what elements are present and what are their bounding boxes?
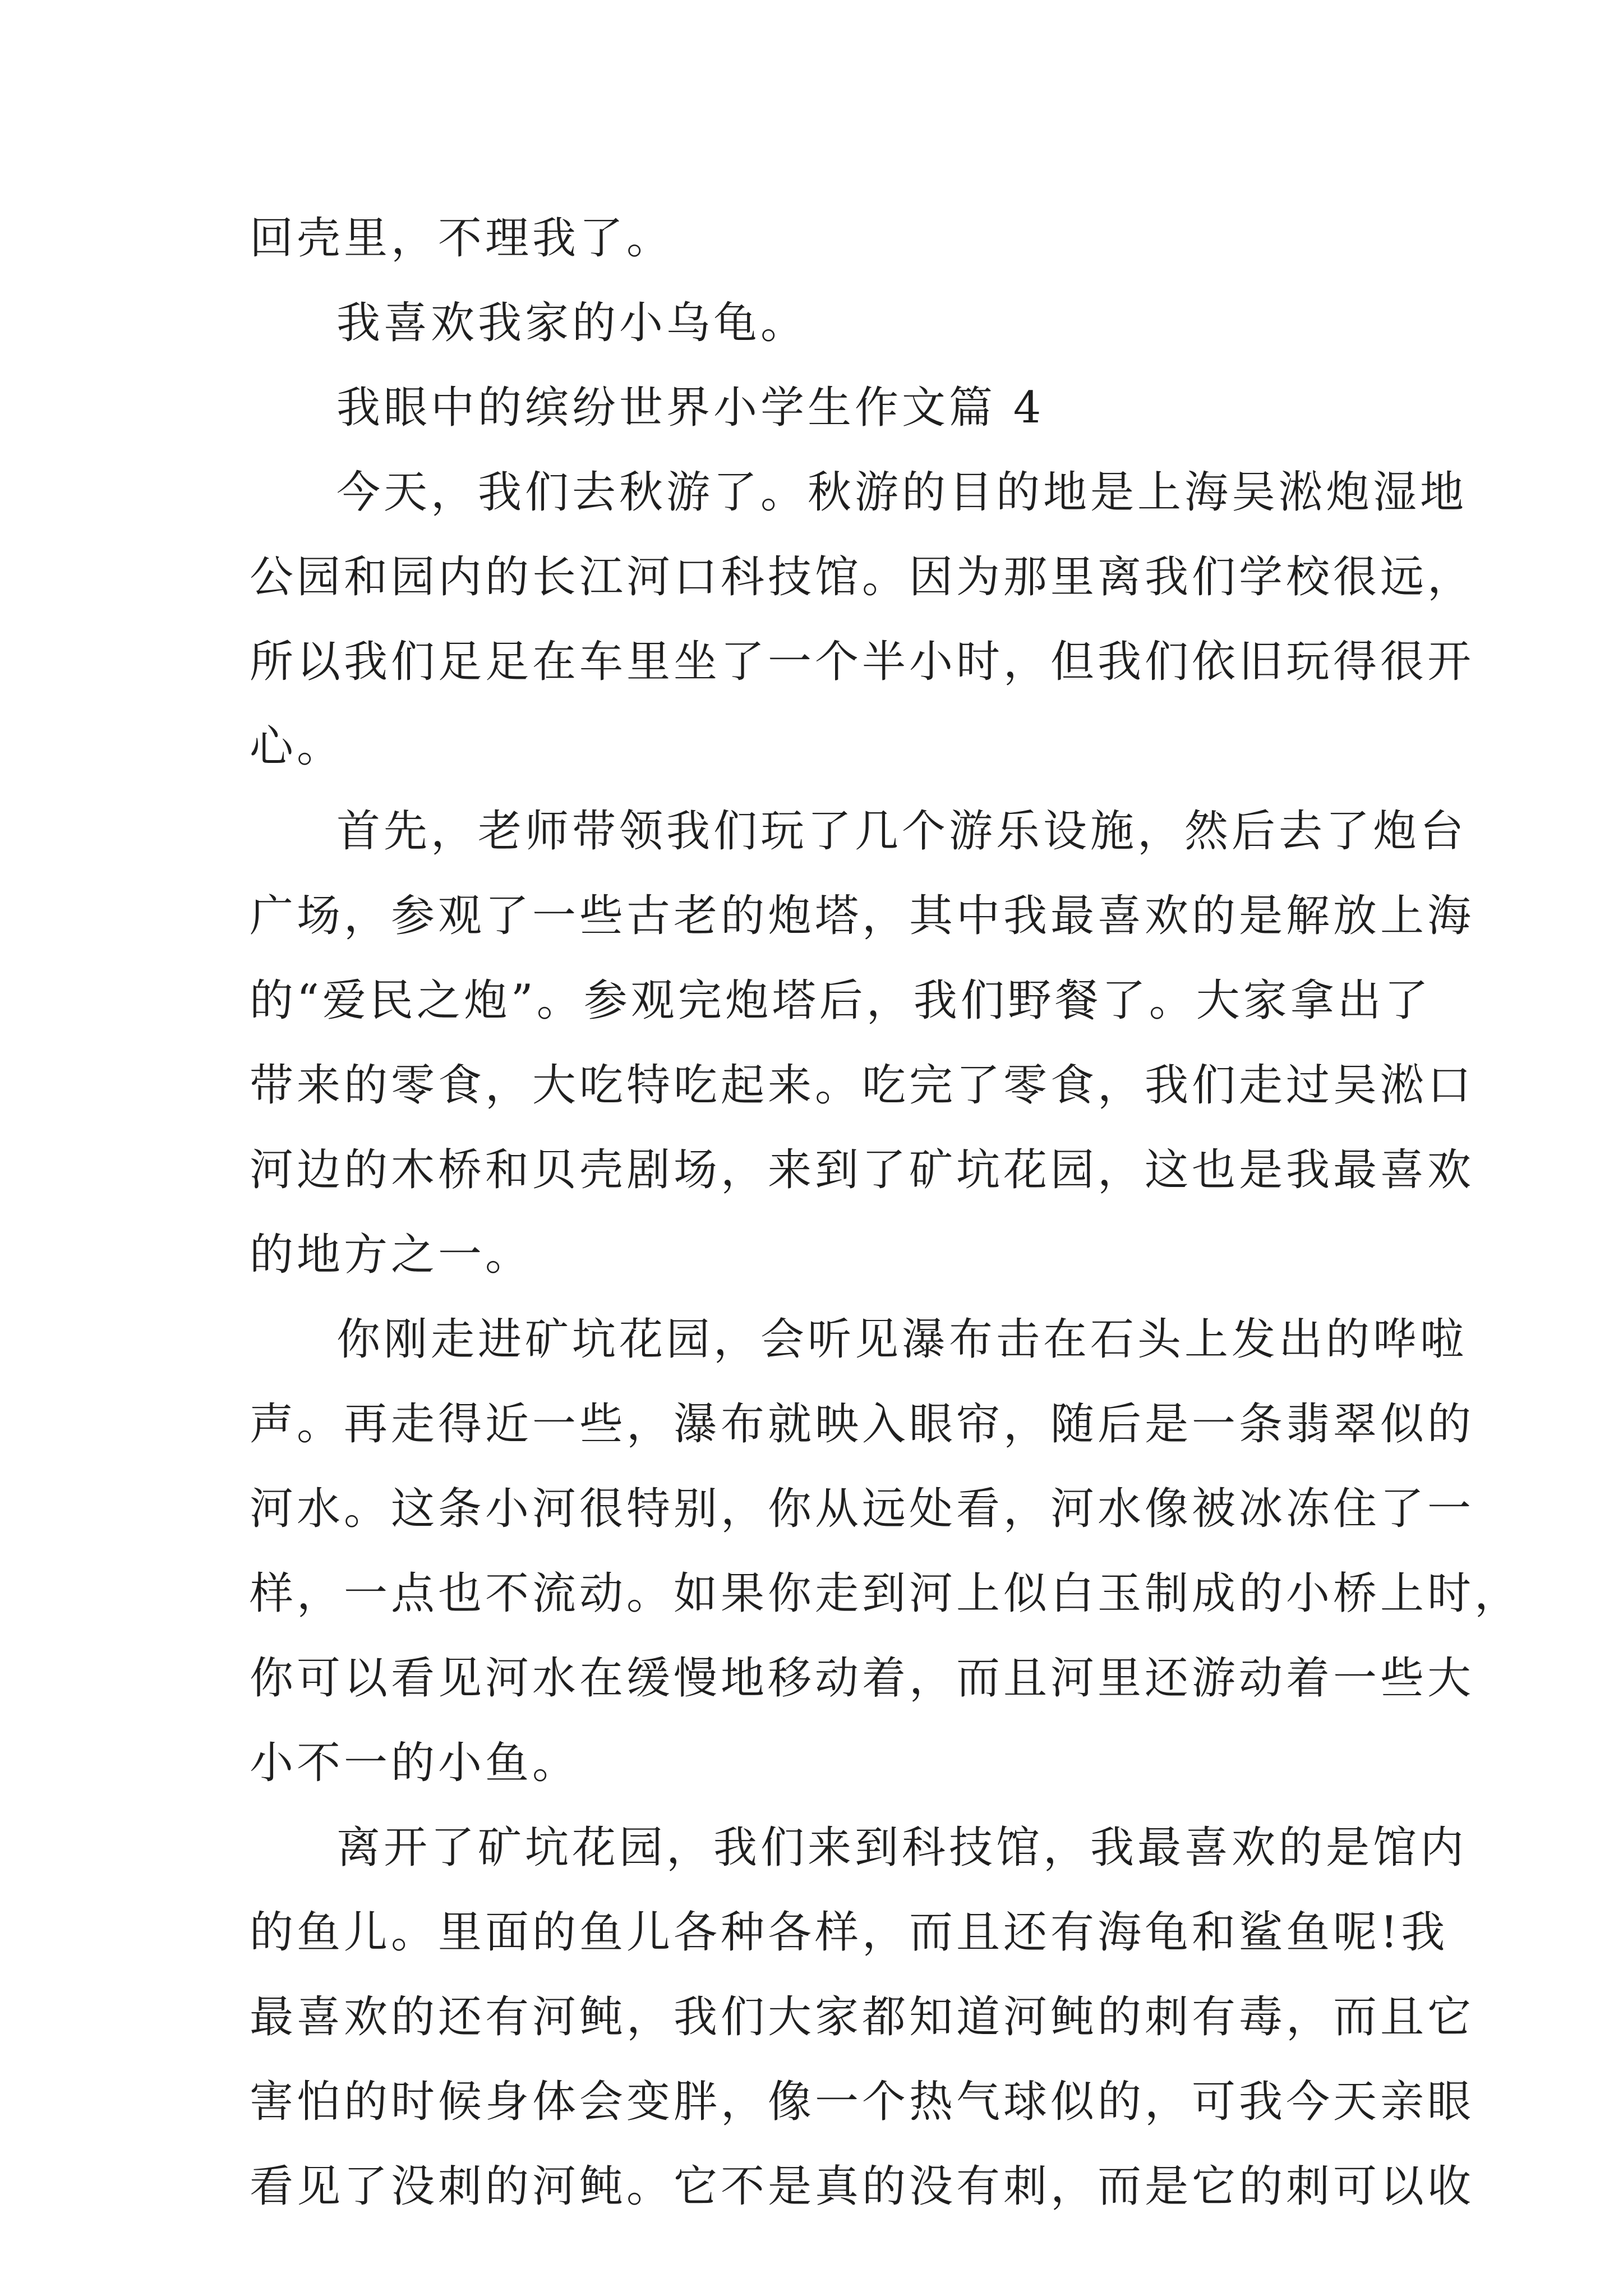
text-line: 带来的零食，大吃特吃起来。吃完了零食，我们走过吴淞口 [250, 1060, 1475, 1111]
text-line: 你刚走进矿坑花园，会听见瀑布击在石头上发出的哗啦 [336, 1314, 1468, 1365]
text-line: 的“爱民之炮”。参观完炮塔后，我们野餐了。大家拿出了 [250, 976, 1432, 1026]
text-line: 回壳里，不理我了。 [250, 213, 674, 264]
text-line: 你可以看见河水在缓慢地移动着，而且河里还游动着一些大 [250, 1653, 1475, 1704]
text-line: 我喜欢我家的小乌龟。 [336, 298, 808, 348]
paragraph-continuation [250, 196, 1374, 281]
text-line: 的鱼儿。里面的鱼儿各种各样，而且还有海龟和鲨鱼呢!我 [250, 1907, 1449, 1958]
text-line: 声。再走得近一些，瀑布就映入眼帘，随后是一条翡翠似的 [250, 1399, 1475, 1450]
text-line: 今天，我们去秋游了。秋游的目的地是上海吴淞炮湿地 [336, 467, 1468, 518]
text-line: 害怕的时候身体会变胖，像一个热气球似的，可我今天亲眼 [250, 2077, 1475, 2127]
heading-line: 我眼中的缤纷世界小学生作文篇 4 [336, 383, 1045, 433]
text-line: 的地方之一。 [250, 1230, 533, 1280]
text-line: 心。 [250, 721, 344, 772]
paragraph-science-museum [250, 1806, 1475, 2229]
text-line: 河水。这条小河很特别，你从远处看，河水像被冰冻住了一 [250, 1484, 1475, 1534]
text-line: 首先，老师带领我们玩了几个游乐设施，然后去了炮台 [336, 806, 1468, 857]
text-line: 离开了矿坑花园，我们来到科技馆，我最喜欢的是馆内 [336, 1823, 1468, 1873]
essay-text [250, 196, 1522, 2229]
text-line: 所以我们足足在车里坐了一个半小时，但我们依旧玩得很开 [250, 637, 1475, 687]
essay-heading [250, 366, 1374, 450]
paragraph-mine-garden [250, 1297, 1522, 1806]
paragraph-like-turtle [250, 281, 1374, 366]
paragraph-intro [250, 450, 1475, 789]
text-line: 看见了没刺的河鲀。它不是真的没有刺，而是它的刺可以收 [250, 2161, 1475, 2212]
paragraph-first [250, 789, 1475, 1297]
text-line: 小不一的小鱼。 [250, 1738, 580, 1788]
text-line: 河边的木桥和贝壳剧场，来到了矿坑花园，这也是我最喜欢 [250, 1145, 1475, 1195]
text-line: 样，一点也不流动。如果你走到河上似白玉制成的小桥上时， [250, 1568, 1522, 1619]
text-line: 公园和园内的长江河口科技馆。因为那里离我们学校很远， [250, 552, 1475, 602]
text-line: 最喜欢的还有河鲀，我们大家都知道河鲀的刺有毒，而且它 [250, 1992, 1475, 2042]
text-line: 广场，参观了一些古老的炮塔，其中我最喜欢的是解放上海 [250, 891, 1475, 941]
